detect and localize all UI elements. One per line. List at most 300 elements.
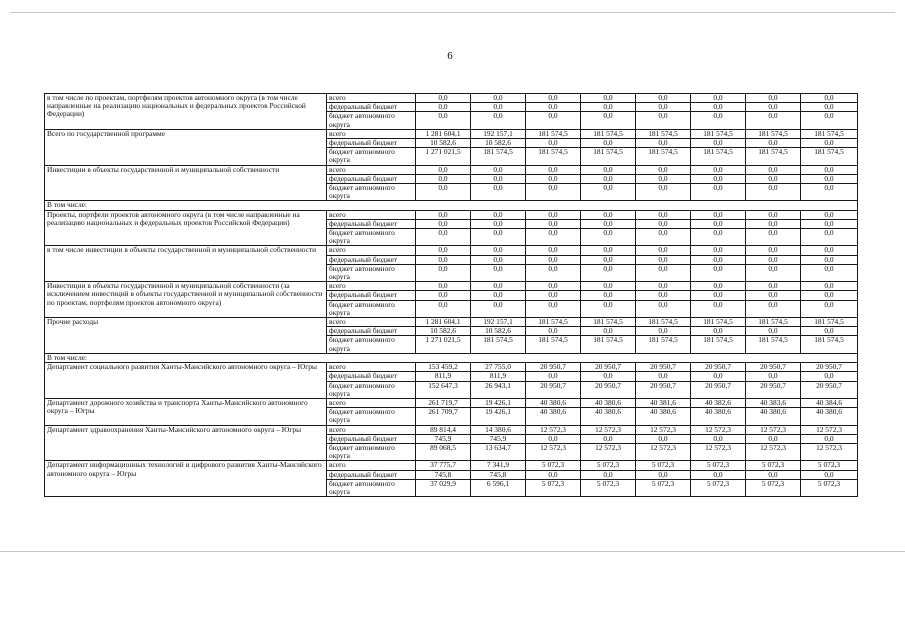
amount-cell: 20 950,7 — [746, 363, 801, 372]
amount-cell: 0,0 — [526, 264, 581, 281]
amount-cell: 0,0 — [801, 219, 858, 228]
amount-cell: 0,0 — [526, 174, 581, 183]
amount-cell: 0,0 — [416, 174, 471, 183]
amount-cell: 0,0 — [746, 94, 801, 103]
amount-cell: 181 574,5 — [526, 129, 581, 138]
amount-cell: 0,0 — [581, 300, 636, 317]
amount-cell: 5 072,3 — [801, 479, 858, 496]
funding-source: всего — [327, 246, 416, 255]
amount-cell: 0,0 — [636, 94, 691, 103]
amount-cell: 192 157,1 — [471, 318, 526, 327]
amount-cell: 0,0 — [581, 174, 636, 183]
amount-cell: 0,0 — [801, 112, 858, 129]
amount-cell: 26 943,1 — [471, 381, 526, 398]
amount-cell: 20 950,7 — [526, 363, 581, 372]
amount-cell: 40 380,6 — [581, 398, 636, 407]
amount-cell: 0,0 — [746, 300, 801, 317]
amount-cell: 40 380,6 — [746, 408, 801, 425]
amount-cell: 0,0 — [691, 94, 746, 103]
amount-cell: 0,0 — [581, 470, 636, 479]
amount-cell: 0,0 — [526, 139, 581, 148]
amount-cell: 0,0 — [471, 300, 526, 317]
amount-cell: 0,0 — [526, 300, 581, 317]
funding-source: федеральный бюджет — [327, 255, 416, 264]
amount-cell: 7 341,9 — [471, 461, 526, 470]
amount-cell: 0,0 — [526, 327, 581, 336]
amount-cell: 12 572,3 — [801, 443, 858, 460]
funding-source: бюджет автономного округа — [327, 336, 416, 353]
section-row — [45, 201, 858, 210]
amount-cell: 0,0 — [801, 255, 858, 264]
amount-cell: 0,0 — [746, 246, 801, 255]
amount-cell: 5 072,3 — [526, 461, 581, 470]
amount-cell: 0,0 — [526, 165, 581, 174]
amount-cell: 181 574,5 — [636, 148, 691, 165]
amount-cell: 0,0 — [801, 291, 858, 300]
program-item-title: Департамент здравоохранения Ханты-Мансийского автономного округа – Югры — [45, 425, 327, 461]
amount-cell: 0,0 — [801, 103, 858, 112]
amount-cell: 745,8 — [471, 470, 526, 479]
amount-cell: 181 574,5 — [526, 318, 581, 327]
amount-cell: 0,0 — [801, 184, 858, 201]
amount-cell: 0,0 — [581, 165, 636, 174]
amount-cell: 40 380,6 — [526, 408, 581, 425]
amount-cell: 0,0 — [746, 372, 801, 381]
amount-cell: 0,0 — [801, 229, 858, 246]
funding-source: бюджет автономного округа — [327, 381, 416, 398]
amount-cell: 0,0 — [471, 264, 526, 281]
amount-cell: 0,0 — [581, 282, 636, 291]
amount-cell: 181 574,5 — [801, 148, 858, 165]
amount-cell: 181 574,5 — [746, 129, 801, 138]
amount-cell: 5 072,3 — [801, 461, 858, 470]
amount-cell: 745,8 — [416, 470, 471, 479]
program-item-title: Инвестиции в объекты государственной и муниципальной собственности (за исключением инвестиций в объекты государственной и муниципальной собственности по проектам, портфелям проектов автономного округа) — [45, 282, 327, 318]
amount-cell: 20 950,7 — [691, 363, 746, 372]
amount-cell: 0,0 — [636, 219, 691, 228]
page-number: 6 — [447, 50, 453, 62]
funding-source: бюджет автономного округа — [327, 148, 416, 165]
amount-cell: 0,0 — [471, 184, 526, 201]
amount-cell: 0,0 — [636, 291, 691, 300]
program-item-title: в том числе по проектам, портфелям проектов автономного округа (в том числе направленные на реализацию национальных и федеральных проектов Российской Федерации) — [45, 94, 327, 130]
amount-cell: 0,0 — [581, 103, 636, 112]
amount-cell: 811,9 — [416, 372, 471, 381]
amount-cell: 181 574,5 — [801, 129, 858, 138]
amount-cell: 20 950,7 — [581, 381, 636, 398]
amount-cell: 40 384,6 — [801, 398, 858, 407]
amount-cell: 1 281 604,1 — [416, 318, 471, 327]
amount-cell: 0,0 — [471, 174, 526, 183]
amount-cell: 0,0 — [691, 103, 746, 112]
amount-cell: 0,0 — [471, 291, 526, 300]
amount-cell: 19 426,1 — [471, 408, 526, 425]
amount-cell: 14 380,6 — [471, 425, 526, 434]
amount-cell: 12 572,3 — [581, 443, 636, 460]
amount-cell: 40 380,6 — [636, 408, 691, 425]
amount-cell: 0,0 — [691, 246, 746, 255]
amount-cell: 0,0 — [746, 291, 801, 300]
amount-cell: 0,0 — [746, 264, 801, 281]
amount-cell: 0,0 — [746, 255, 801, 264]
amount-cell: 181 574,5 — [526, 336, 581, 353]
amount-cell: 0,0 — [801, 372, 858, 381]
amount-cell: 12 572,3 — [526, 443, 581, 460]
amount-cell: 0,0 — [526, 229, 581, 246]
amount-cell: 20 950,7 — [636, 363, 691, 372]
amount-cell: 0,0 — [581, 219, 636, 228]
funding-source: всего — [327, 210, 416, 219]
amount-cell: 6 596,1 — [471, 479, 526, 496]
amount-cell: 181 574,5 — [581, 148, 636, 165]
amount-cell: 0,0 — [526, 434, 581, 443]
amount-cell: 0,0 — [746, 470, 801, 479]
amount-cell: 0,0 — [581, 372, 636, 381]
amount-cell: 0,0 — [746, 434, 801, 443]
amount-cell: 181 574,5 — [581, 318, 636, 327]
funding-source: всего — [327, 129, 416, 138]
amount-cell: 0,0 — [746, 327, 801, 336]
amount-cell: 0,0 — [691, 210, 746, 219]
funding-source: всего — [327, 425, 416, 434]
amount-cell: 0,0 — [526, 184, 581, 201]
amount-cell: 0,0 — [526, 470, 581, 479]
funding-source: федеральный бюджет — [327, 327, 416, 336]
amount-cell: 20 950,7 — [801, 381, 858, 398]
amount-cell: 0,0 — [746, 165, 801, 174]
amount-cell: 13 634,7 — [471, 443, 526, 460]
amount-cell: 12 572,3 — [526, 425, 581, 434]
amount-cell: 0,0 — [691, 184, 746, 201]
amount-cell: 0,0 — [471, 103, 526, 112]
amount-cell: 5 072,3 — [581, 461, 636, 470]
program-item-title: в том числе инвестиции в объекты государственной и муниципальной собственности — [45, 246, 327, 282]
amount-cell: 20 950,7 — [746, 381, 801, 398]
amount-cell: 0,0 — [691, 282, 746, 291]
amount-cell: 0,0 — [746, 103, 801, 112]
table-row — [45, 398, 858, 407]
amount-cell: 0,0 — [416, 264, 471, 281]
amount-cell: 0,0 — [471, 255, 526, 264]
amount-cell: 181 574,5 — [691, 129, 746, 138]
table-row — [45, 282, 858, 291]
table-row — [45, 210, 858, 219]
amount-cell: 0,0 — [581, 434, 636, 443]
amount-cell: 0,0 — [801, 300, 858, 317]
amount-cell: 0,0 — [691, 255, 746, 264]
amount-cell: 0,0 — [636, 470, 691, 479]
amount-cell: 12 572,3 — [801, 425, 858, 434]
amount-cell: 0,0 — [691, 372, 746, 381]
amount-cell: 192 157,1 — [471, 129, 526, 138]
table-row — [45, 318, 858, 327]
amount-cell: 0,0 — [526, 255, 581, 264]
amount-cell: 0,0 — [746, 210, 801, 219]
funding-source: федеральный бюджет — [327, 103, 416, 112]
amount-cell: 0,0 — [416, 291, 471, 300]
amount-cell: 0,0 — [801, 139, 858, 148]
amount-cell: 181 574,5 — [691, 318, 746, 327]
amount-cell: 0,0 — [691, 434, 746, 443]
amount-cell: 0,0 — [801, 264, 858, 281]
amount-cell: 0,0 — [416, 165, 471, 174]
amount-cell: 5 072,3 — [581, 479, 636, 496]
amount-cell: 0,0 — [581, 229, 636, 246]
table-row — [45, 94, 858, 103]
amount-cell: 5 072,3 — [691, 479, 746, 496]
amount-cell: 0,0 — [416, 255, 471, 264]
amount-cell: 261 709,7 — [416, 408, 471, 425]
funding-source: федеральный бюджет — [327, 470, 416, 479]
amount-cell: 0,0 — [471, 229, 526, 246]
budget-table — [44, 93, 858, 497]
amount-cell: 0,0 — [691, 112, 746, 129]
amount-cell: 0,0 — [636, 103, 691, 112]
amount-cell: 12 572,3 — [746, 425, 801, 434]
amount-cell: 0,0 — [691, 174, 746, 183]
funding-source: федеральный бюджет — [327, 219, 416, 228]
amount-cell: 0,0 — [581, 210, 636, 219]
amount-cell: 0,0 — [746, 282, 801, 291]
amount-cell: 181 574,5 — [636, 336, 691, 353]
amount-cell: 0,0 — [746, 229, 801, 246]
funding-source: всего — [327, 318, 416, 327]
funding-source: всего — [327, 398, 416, 407]
program-item-title: Департамент социального развития Ханты-Мансийского автономного округа – Югры — [45, 363, 327, 399]
amount-cell: 0,0 — [581, 264, 636, 281]
table-row — [45, 246, 858, 255]
amount-cell: 0,0 — [801, 470, 858, 479]
amount-cell: 181 574,5 — [746, 318, 801, 327]
amount-cell: 0,0 — [416, 210, 471, 219]
amount-cell: 152 647,3 — [416, 381, 471, 398]
amount-cell: 0,0 — [636, 434, 691, 443]
amount-cell: 0,0 — [636, 255, 691, 264]
amount-cell: 5 072,3 — [691, 461, 746, 470]
amount-cell: 0,0 — [801, 174, 858, 183]
funding-source: федеральный бюджет — [327, 139, 416, 148]
amount-cell: 0,0 — [581, 139, 636, 148]
amount-cell: 20 950,7 — [691, 381, 746, 398]
amount-cell: 10 582,6 — [471, 139, 526, 148]
budget-table-body — [45, 94, 858, 497]
amount-cell: 0,0 — [636, 282, 691, 291]
funding-source: бюджет автономного округа — [327, 184, 416, 201]
amount-cell: 181 574,5 — [471, 148, 526, 165]
amount-cell: 0,0 — [471, 219, 526, 228]
amount-cell: 0,0 — [581, 327, 636, 336]
amount-cell: 1 271 021,5 — [416, 336, 471, 353]
amount-cell: 12 572,3 — [581, 425, 636, 434]
funding-source: бюджет автономного округа — [327, 300, 416, 317]
amount-cell: 0,0 — [746, 184, 801, 201]
amount-cell: 0,0 — [526, 103, 581, 112]
funding-source: всего — [327, 282, 416, 291]
amount-cell: 37 775,7 — [416, 461, 471, 470]
amount-cell: 181 574,5 — [581, 129, 636, 138]
amount-cell: 181 574,5 — [526, 148, 581, 165]
amount-cell: 181 574,5 — [746, 148, 801, 165]
amount-cell: 0,0 — [636, 300, 691, 317]
amount-cell: 37 029,9 — [416, 479, 471, 496]
amount-cell: 811,9 — [471, 372, 526, 381]
amount-cell: 0,0 — [526, 94, 581, 103]
amount-cell: 12 572,3 — [691, 425, 746, 434]
amount-cell: 0,0 — [581, 255, 636, 264]
amount-cell: 181 574,5 — [581, 336, 636, 353]
amount-cell: 0,0 — [526, 291, 581, 300]
amount-cell: 12 572,3 — [636, 425, 691, 434]
amount-cell: 0,0 — [581, 184, 636, 201]
amount-cell: 0,0 — [581, 246, 636, 255]
amount-cell: 0,0 — [801, 282, 858, 291]
amount-cell: 0,0 — [581, 291, 636, 300]
program-item-title: Прочие расходы — [45, 318, 327, 354]
amount-cell: 181 574,5 — [471, 336, 526, 353]
amount-cell: 10 582,6 — [471, 327, 526, 336]
funding-source: бюджет автономного округа — [327, 479, 416, 496]
amount-cell: 0,0 — [691, 291, 746, 300]
amount-cell: 181 574,5 — [636, 129, 691, 138]
amount-cell: 181 574,5 — [801, 318, 858, 327]
amount-cell: 12 572,3 — [636, 443, 691, 460]
amount-cell: 0,0 — [801, 94, 858, 103]
amount-cell: 261 719,7 — [416, 398, 471, 407]
funding-source: бюджет автономного округа — [327, 443, 416, 460]
amount-cell: 40 380,6 — [581, 408, 636, 425]
amount-cell: 0,0 — [416, 94, 471, 103]
amount-cell: 0,0 — [691, 165, 746, 174]
amount-cell: 20 950,7 — [581, 363, 636, 372]
amount-cell: 0,0 — [581, 112, 636, 129]
amount-cell: 0,0 — [526, 112, 581, 129]
table-row — [45, 461, 858, 470]
amount-cell: 0,0 — [471, 165, 526, 174]
table-row — [45, 165, 858, 174]
amount-cell: 0,0 — [636, 112, 691, 129]
program-item-title: Департамент дорожного хозяйства и транспорта Ханты-Мансийского автономного округа – Югры — [45, 398, 327, 425]
program-item-title: Проекты, портфели проектов автономного округа (в том числе направленные на реализацию национальных и федеральных проектов Российской Федерации) — [45, 210, 327, 246]
amount-cell: 0,0 — [416, 112, 471, 129]
table-row — [45, 363, 858, 372]
amount-cell: 0,0 — [801, 434, 858, 443]
amount-cell: 0,0 — [691, 470, 746, 479]
amount-cell: 0,0 — [746, 112, 801, 129]
amount-cell: 12 572,3 — [746, 443, 801, 460]
amount-cell: 0,0 — [416, 229, 471, 246]
amount-cell: 1 271 021,5 — [416, 148, 471, 165]
amount-cell: 0,0 — [636, 165, 691, 174]
scan-edge-top — [10, 12, 895, 13]
amount-cell: 40 380,6 — [526, 398, 581, 407]
table-row — [45, 129, 858, 138]
amount-cell: 0,0 — [636, 264, 691, 281]
amount-cell: 0,0 — [691, 327, 746, 336]
amount-cell: 0,0 — [636, 139, 691, 148]
amount-cell: 0,0 — [636, 229, 691, 246]
amount-cell: 20 950,7 — [801, 363, 858, 372]
amount-cell: 89 068,5 — [416, 443, 471, 460]
amount-cell: 10 582,6 — [416, 327, 471, 336]
amount-cell: 0,0 — [746, 219, 801, 228]
funding-source: бюджет автономного округа — [327, 408, 416, 425]
amount-cell: 0,0 — [471, 94, 526, 103]
amount-cell: 0,0 — [526, 246, 581, 255]
amount-cell: 0,0 — [416, 300, 471, 317]
amount-cell: 20 950,7 — [526, 381, 581, 398]
funding-source: федеральный бюджет — [327, 291, 416, 300]
amount-cell: 0,0 — [746, 139, 801, 148]
scan-edge-bottom — [0, 551, 905, 552]
amount-cell: 0,0 — [801, 327, 858, 336]
amount-cell: 0,0 — [801, 246, 858, 255]
amount-cell: 20 950,7 — [636, 381, 691, 398]
funding-source: бюджет автономного округа — [327, 112, 416, 129]
amount-cell: 745,9 — [416, 434, 471, 443]
amount-cell: 40 380,6 — [801, 408, 858, 425]
amount-cell: 0,0 — [636, 327, 691, 336]
amount-cell: 0,0 — [691, 219, 746, 228]
amount-cell: 181 574,5 — [746, 336, 801, 353]
amount-cell: 5 072,3 — [636, 461, 691, 470]
amount-cell: 0,0 — [416, 246, 471, 255]
amount-cell: 0,0 — [416, 184, 471, 201]
amount-cell: 0,0 — [471, 282, 526, 291]
amount-cell: 181 574,5 — [801, 336, 858, 353]
amount-cell: 0,0 — [526, 210, 581, 219]
amount-cell: 10 582,6 — [416, 139, 471, 148]
amount-cell: 0,0 — [581, 94, 636, 103]
section-label: В том числе: — [45, 201, 858, 210]
funding-source: федеральный бюджет — [327, 434, 416, 443]
funding-source: федеральный бюджет — [327, 372, 416, 381]
amount-cell: 12 572,3 — [691, 443, 746, 460]
amount-cell: 181 574,5 — [636, 318, 691, 327]
amount-cell: 27 755,0 — [471, 363, 526, 372]
amount-cell: 0,0 — [746, 174, 801, 183]
amount-cell: 0,0 — [636, 372, 691, 381]
funding-source: бюджет автономного округа — [327, 264, 416, 281]
amount-cell: 0,0 — [691, 229, 746, 246]
amount-cell: 5 072,3 — [746, 461, 801, 470]
amount-cell: 0,0 — [636, 174, 691, 183]
amount-cell: 40 382,6 — [691, 398, 746, 407]
funding-source: федеральный бюджет — [327, 174, 416, 183]
amount-cell: 0,0 — [691, 264, 746, 281]
amount-cell: 0,0 — [471, 112, 526, 129]
amount-cell: 0,0 — [636, 210, 691, 219]
funding-source: всего — [327, 94, 416, 103]
amount-cell: 40 380,6 — [691, 408, 746, 425]
funding-source: бюджет автономного округа — [327, 229, 416, 246]
program-item-title: Департамент информационных технологий и цифрового развития Ханты-Мансийского автономного округа – Югры — [45, 461, 327, 497]
funding-source: всего — [327, 461, 416, 470]
amount-cell: 745,9 — [471, 434, 526, 443]
section-label: В том числе: — [45, 353, 858, 362]
amount-cell: 0,0 — [416, 282, 471, 291]
amount-cell: 181 574,5 — [691, 336, 746, 353]
amount-cell: 5 072,3 — [636, 479, 691, 496]
amount-cell: 89 814,4 — [416, 425, 471, 434]
section-row — [45, 353, 858, 362]
amount-cell: 153 459,2 — [416, 363, 471, 372]
amount-cell: 0,0 — [801, 210, 858, 219]
amount-cell: 181 574,5 — [691, 148, 746, 165]
amount-cell: 40 381,6 — [636, 398, 691, 407]
amount-cell: 0,0 — [471, 210, 526, 219]
amount-cell: 0,0 — [526, 282, 581, 291]
amount-cell: 0,0 — [471, 246, 526, 255]
